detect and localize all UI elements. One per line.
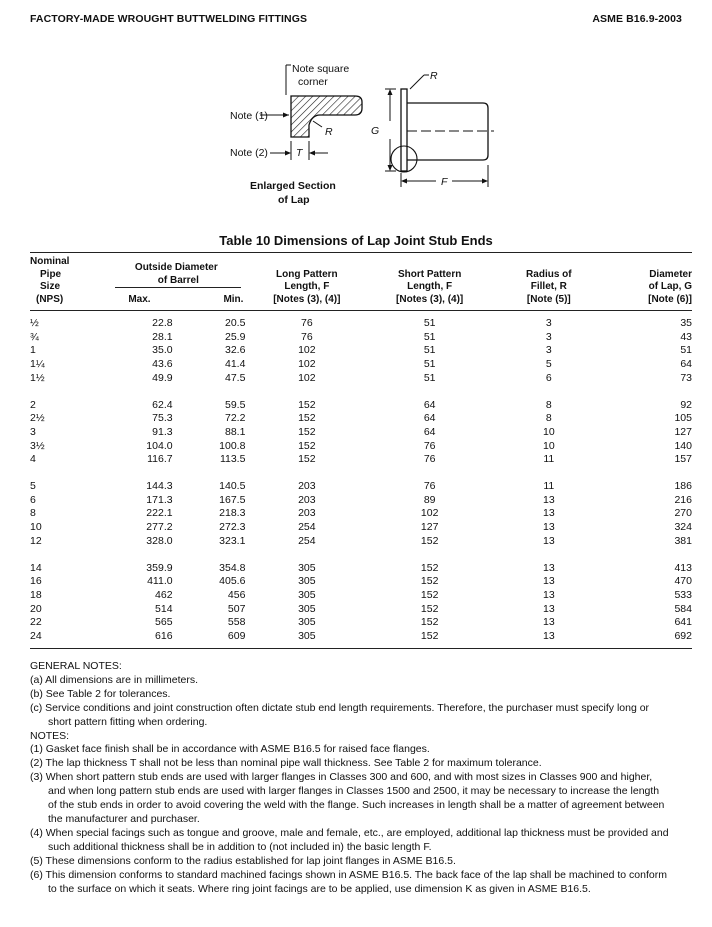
fillet-radius-cell: 5 [545, 358, 552, 371]
header-nps-line3: Size [40, 281, 61, 292]
table-body [30, 311, 692, 649]
od-min-cell: 218.3 [219, 507, 246, 520]
long-length-cell: 254 [298, 521, 316, 534]
table-title [0, 233, 712, 248]
header-short-line1: Short Pattern [397, 268, 462, 280]
long-length-cell: 76 [301, 330, 313, 343]
table-row [30, 344, 692, 358]
od-min-cell: 405.6 [219, 575, 246, 588]
lap-diameter-cell: 43 [680, 330, 692, 343]
long-length-cell: 305 [298, 588, 316, 601]
od-min-cell: 507 [227, 602, 246, 615]
fillet-radius-cell: 8 [545, 412, 552, 425]
table-row [30, 399, 692, 413]
nps-cell: 8 [30, 507, 36, 520]
table-row [30, 616, 692, 630]
od-max-cell: 171.3 [146, 493, 173, 506]
fillet-radius-cell: 3 [545, 344, 552, 357]
table-row [30, 331, 692, 345]
table-row [30, 494, 692, 508]
fillet-radius-cell: 13 [542, 616, 555, 629]
od-min-cell: 354.8 [219, 561, 246, 574]
running-header-title: FACTORY-MADE WROUGHT BUTTWELDING FITTINGS [30, 13, 308, 25]
od-max-cell: 565 [155, 616, 173, 629]
long-length-cell: 203 [298, 480, 316, 493]
group-spacer [30, 467, 692, 480]
header-nps-line2: Pipe [40, 268, 62, 280]
od-min-cell: 272.3 [219, 521, 246, 534]
nps-cell: 22 [30, 616, 42, 629]
fillet-radius-cell: 13 [542, 534, 555, 547]
od-max-cell: 144.3 [146, 480, 173, 493]
lap-diameter-cell: 157 [674, 453, 692, 466]
lap-diameter-cell: 381 [674, 534, 692, 547]
lap-diameter-cell: 584 [674, 602, 692, 615]
long-length-cell: 152 [298, 453, 316, 466]
lap-diameter-cell: 413 [674, 561, 692, 574]
nps-cell: 20 [30, 602, 42, 615]
header-max: Max. [128, 293, 151, 305]
long-length-cell: 254 [298, 534, 316, 547]
od-max-cell: 116.7 [147, 453, 173, 466]
od-min-cell: 88.1 [225, 425, 246, 438]
group-spacer [30, 549, 692, 562]
short-length-cell: 51 [423, 330, 436, 343]
figure-caption-line2: of Lap [278, 194, 310, 206]
running-header-standard: ASME B16.9-2003 [592, 13, 682, 25]
od-max-cell: 277.2 [146, 521, 173, 534]
note-4: (4) When special facings such as tongue and groove, male and female, etc., are employed, additional lap thickness must be provided and such additional thickness shall be in addition to (not included in) the basic length F. [30, 826, 669, 853]
fillet-radius-cell: 8 [545, 398, 552, 411]
od-max-cell: 43.6 [152, 358, 173, 371]
od-max-cell: 328.0 [146, 534, 173, 547]
fillet-radius-cell: 10 [542, 439, 555, 452]
short-length-cell: 152 [420, 588, 439, 601]
figure-caption-line1: Enlarged Section [250, 180, 336, 192]
header-radius-line1: Radius of [526, 268, 572, 280]
notes-section [30, 660, 670, 896]
table-title-text: Table 10 Dimensions of Lap Joint Stub Ends [219, 233, 493, 248]
note-square-corner-line2: corner [298, 76, 328, 88]
short-length-cell: 76 [423, 439, 436, 452]
fillet-radius-cell: 11 [543, 453, 555, 466]
od-max-cell: 49.9 [152, 371, 173, 384]
header-long-line1: Long Pattern [276, 268, 338, 280]
fillet-radius-cell: 10 [542, 425, 555, 438]
header-nps-line1: Nominal [30, 256, 70, 267]
short-length-cell: 51 [423, 371, 436, 384]
nps-cell: 16 [30, 575, 42, 588]
lap-diameter-cell: 641 [674, 616, 692, 629]
header-diameter-line3: [Note (6)] [648, 293, 692, 305]
header-od-line2: of Barrel [115, 275, 241, 289]
fillet-radius-cell: 13 [542, 493, 555, 506]
fillet-radius-cell: 13 [542, 602, 555, 615]
radius-r-label-section: R [325, 126, 333, 138]
header-diameter-line1: Diameter [649, 268, 692, 280]
fillet-radius-cell: 3 [545, 330, 552, 343]
stub-ends-table [30, 252, 692, 649]
od-max-cell: 411.0 [147, 575, 173, 588]
header-nps [30, 253, 87, 307]
note-1: (1) Gasket face finish shall be in accordance with ASME B16.5 for raised face flanges. [30, 743, 430, 756]
nps-cell: 18 [30, 588, 42, 601]
od-min-cell: 59.5 [225, 398, 246, 411]
table-row [30, 426, 692, 440]
od-max-cell: 35.0 [152, 344, 173, 357]
od-max-cell: 222.1 [146, 507, 173, 520]
od-min-cell: 140.5 [219, 480, 246, 493]
diameter-g-label: G [371, 125, 380, 137]
short-length-cell: 64 [423, 398, 436, 411]
od-min-cell: 113.5 [219, 453, 246, 466]
nps-cell: 10 [30, 521, 42, 534]
fillet-radius-cell: 13 [542, 521, 555, 534]
table-row [30, 453, 692, 467]
nps-cell: 1 [30, 344, 36, 357]
od-max-cell: 28.1 [152, 330, 173, 343]
lap-joint-figure [0, 55, 712, 215]
table-end-rule [30, 644, 692, 649]
long-length-cell: 305 [298, 561, 316, 574]
short-length-cell: 51 [423, 344, 436, 357]
short-length-cell: 152 [420, 602, 439, 615]
note-5: (5) These dimensions conform to the radius established for lap joint flanges in ASME B16.5. [30, 854, 456, 867]
od-min-cell: 25.9 [225, 330, 246, 343]
nps-cell: ½ [30, 317, 39, 329]
od-min-cell: 558 [227, 616, 246, 629]
short-length-cell: 76 [423, 480, 436, 493]
short-length-cell: 152 [420, 630, 439, 643]
header-short-pattern [368, 253, 491, 307]
long-length-cell: 102 [298, 344, 316, 357]
od-min-cell: 41.4 [225, 358, 246, 371]
header-short-line2: Length, F [407, 281, 453, 292]
short-length-cell: 51 [423, 317, 436, 329]
length-f-label: F [441, 176, 448, 188]
header-od-line1: Outside Diameter [134, 262, 218, 274]
long-length-cell: 102 [298, 358, 316, 371]
fillet-radius-cell: 13 [542, 561, 555, 574]
nps-cell: ¾ [30, 330, 39, 343]
od-min-cell: 100.8 [219, 439, 246, 452]
lap-diameter-cell: 64 [680, 358, 692, 371]
fillet-radius-cell: 13 [542, 588, 555, 601]
radius-r-label-view: R [430, 70, 438, 82]
long-length-cell: 152 [298, 425, 316, 438]
nps-cell: 1½ [30, 371, 45, 384]
od-min-cell: 32.6 [225, 344, 246, 357]
table-row [30, 575, 692, 589]
od-max-cell: 514 [155, 602, 173, 615]
header-nps-line4: (NPS) [36, 293, 64, 305]
lap-diameter-cell: 92 [680, 398, 692, 411]
note-2-label: Note (2) [230, 147, 268, 159]
nps-cell: 14 [30, 561, 42, 574]
od-max-cell: 616 [155, 630, 173, 643]
table-row [30, 630, 692, 644]
lap-diameter-cell: 324 [674, 521, 692, 534]
header-diameter-line2: of Lap, G [648, 281, 692, 292]
nps-cell: 5 [30, 480, 36, 493]
header-diameter [607, 253, 692, 307]
od-max-cell: 91.3 [152, 425, 173, 438]
lap-diameter-cell: 105 [674, 412, 692, 425]
lap-diameter-cell: 51 [680, 344, 692, 357]
header-outside-diameter [87, 253, 245, 290]
general-note-c: (c) Service conditions and joint construction often dictate stub end length requirements. Therefore, the purchaser must specify long or short pattern fitting when ordering. [30, 701, 650, 728]
lap-diameter-cell: 692 [674, 630, 692, 643]
fillet-radius-cell: 3 [545, 317, 552, 329]
od-min-cell: 72.2 [225, 412, 246, 425]
header-long-pattern [245, 253, 368, 307]
long-length-cell: 305 [298, 616, 316, 629]
table-row [30, 589, 692, 603]
od-min-cell: 47.5 [225, 371, 246, 384]
od-min-cell: 456 [227, 588, 246, 601]
table-row [30, 535, 692, 549]
lap-diameter-cell: 127 [674, 425, 692, 438]
od-min-cell: 167.5 [219, 493, 246, 506]
short-length-cell: 64 [423, 412, 436, 425]
od-max-cell: 22.8 [152, 317, 173, 329]
od-min-cell: 323.1 [219, 534, 246, 547]
long-length-cell: 203 [298, 493, 316, 506]
table-row [30, 507, 692, 521]
short-length-cell: 102 [420, 507, 439, 520]
table-row [30, 521, 692, 535]
short-length-cell: 64 [423, 425, 436, 438]
nps-cell: 1¼ [30, 358, 45, 371]
nps-cell: 2½ [30, 412, 45, 425]
table-row [30, 358, 692, 372]
long-length-cell: 152 [298, 398, 316, 411]
table-row [30, 440, 692, 454]
fillet-radius-cell: 11 [543, 480, 555, 493]
short-length-cell: 152 [420, 575, 439, 588]
table-row [30, 317, 692, 331]
header-radius-line3: [Note (5)] [526, 293, 571, 305]
lap-diameter-cell: 216 [674, 493, 692, 506]
od-max-cell: 462 [155, 588, 173, 601]
nps-cell: 6 [30, 493, 36, 506]
short-length-cell: 76 [423, 453, 436, 466]
od-max-cell: 359.9 [146, 561, 173, 574]
lap-diameter-cell: 533 [674, 588, 692, 601]
header-long-line2: Length, F [284, 281, 330, 292]
long-length-cell: 76 [301, 317, 313, 329]
nps-cell: 2 [30, 398, 36, 411]
od-min-cell: 20.5 [225, 317, 246, 329]
general-note-b: (b) See Table 2 for tolerances. [30, 687, 171, 700]
table-row [30, 603, 692, 617]
fillet-radius-cell: 13 [542, 507, 555, 520]
long-length-cell: 305 [298, 602, 316, 615]
header-min: Min. [223, 293, 244, 305]
short-length-cell: 152 [420, 616, 439, 629]
long-length-cell: 305 [298, 630, 316, 643]
lap-diameter-cell: 186 [674, 480, 692, 493]
thickness-t-label: T [296, 147, 303, 159]
general-note-a: (a) All dimensions are in millimeters. [30, 673, 199, 686]
fillet-radius-cell: 6 [545, 371, 552, 384]
group-spacer [30, 386, 692, 399]
note-1-label: Note (1) [230, 110, 268, 122]
note-3: (3) When short pattern stub ends are used with larger flanges in Classes 300 and 600, and with most sizes in Classes 900 and higher, and when long pattern stub ends are used with larger flanges in Classes 1500 and 2500, it may be necessary to increase the length of the stub ends in order to avoid covering the weld with the flange. Such increases in length shall be a matter of agreement between the manufacturer and purchaser. [30, 771, 665, 825]
short-length-cell: 152 [420, 561, 439, 574]
note-2: (2) The lap thickness T shall not be less than nominal pipe wall thickness. See Table 2 for maximum tolerance. [30, 757, 542, 770]
header-long-line3: [Notes (3), (4)] [273, 293, 341, 305]
nps-cell: 4 [30, 453, 36, 466]
short-length-cell: 152 [420, 534, 439, 547]
nps-cell: 3 [30, 425, 36, 438]
long-length-cell: 152 [298, 412, 316, 425]
fillet-radius-cell: 13 [542, 630, 555, 643]
header-radius-line2: Fillet, R [530, 281, 567, 292]
table-row [30, 372, 692, 386]
table-row [30, 480, 692, 494]
short-length-cell: 127 [420, 521, 439, 534]
lap-diameter-cell: 140 [674, 439, 692, 452]
stub-end-drawing [0, 55, 712, 215]
od-max-cell: 104.0 [146, 439, 173, 452]
short-length-cell: 51 [423, 358, 436, 371]
lap-diameter-cell: 470 [674, 575, 692, 588]
header-radius [491, 253, 607, 307]
note-square-corner-line1: Note square [292, 63, 350, 75]
lap-diameter-cell: 73 [680, 371, 692, 384]
long-length-cell: 203 [298, 507, 316, 520]
header-short-line3: [Notes (3), (4)] [396, 293, 464, 305]
nps-cell: 3½ [30, 439, 45, 452]
general-notes-heading: GENERAL NOTES: [30, 660, 122, 672]
stub-end-side-view [385, 75, 494, 187]
short-length-cell: 89 [423, 493, 436, 506]
od-min-cell: 609 [227, 630, 246, 643]
long-length-cell: 152 [298, 439, 316, 452]
long-length-cell: 305 [298, 575, 316, 588]
lap-diameter-cell: 270 [674, 507, 692, 520]
note-6: (6) This dimension conforms to standard machined facings shown in ASME B16.5. The back face of the lap shall be machined to conform to the surface on which it seats. Where ring joint facings are to be applied, use dimension K as given in ASME B16.5. [30, 868, 667, 895]
notes-heading: NOTES: [30, 729, 70, 742]
nps-cell: 12 [30, 534, 42, 547]
table-row [30, 412, 692, 426]
lap-diameter-cell: 35 [680, 317, 692, 329]
long-length-cell: 102 [298, 371, 316, 384]
od-max-cell: 75.3 [152, 412, 173, 425]
table-row [30, 562, 692, 576]
od-max-cell: 62.4 [152, 398, 173, 411]
fillet-radius-cell: 13 [542, 575, 555, 588]
nps-cell: 24 [30, 630, 42, 643]
